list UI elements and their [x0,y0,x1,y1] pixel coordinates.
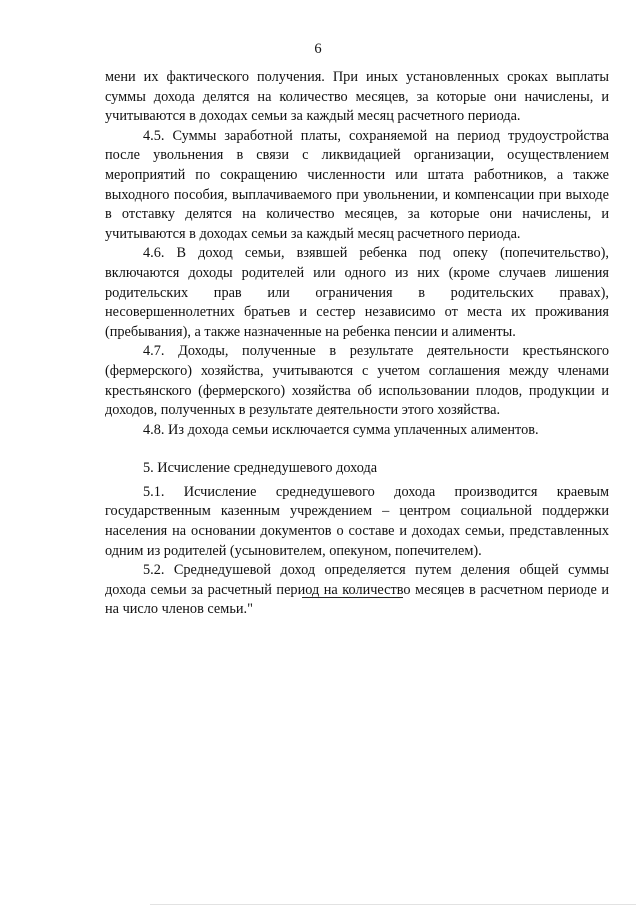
paragraph-4-7: 4.7. Доходы, полученные в результате деятельности крестьянского (фермерского) хозяйства, учитываются с учетом соглашения между членами крестьянского (фермерского) хозяйства об использовании плодов, продукции и доходов, полученных в результате деятельности этого хозяйства. [105,343,609,419]
paragraph-4-5: 4.5. Суммы заработной платы, сохраняемой на период трудоустройства после увольнения в связи с ликвидацией организации, осуществлением мероприятий по сокращению численности или штата работников, а также выходного пособия, выплачиваемого при увольнении, и компенсации при выходе в отставку делятся на количество месяцев, за которые они начислены, и учитываются в доходах семьи за каждый месяц расчетного периода. [105,127,609,242]
section-heading: 5. Исчисление среднедушевого дохода [143,460,378,477]
page-number: 6 [314,41,322,57]
end-divider-line [302,597,403,598]
paragraph-4-6: 4.6. В доход семьи, взявшей ребенка под опеку (попечительство), включаются доходы родителей или одного из них (кроме случаев лишения родительских прав или ограничения в родительских правах), несовершеннолетних братьев и сестер независимо от места их проживания (пребывания), а также назначенные на ребенка пенсии и алименты. [105,245,609,340]
paragraph-5-2: 5.2. Среднедушевой доход определяется путем деления общей суммы дохода семьи за расчетный период на количество месяцев в расчетном периоде и на число членов семьи." [105,562,609,618]
paragraph-4-8: 4.8. Из дохода семьи исключается сумма уплаченных алиментов. [143,421,539,438]
paragraph-5-1: 5.1. Исчисление среднедушевого дохода производится краевым государственным казенным учреждением – центром социальной поддержки населения на основании документов о составе и доходах семьи, представленных одним из родителей (усыновителем, опекуном, попечителем). [105,483,609,559]
document-body [105,68,609,620]
paragraph-continuation: мени их фактического получения. При иных установленных сроках выплаты суммы дохода делятся на количество месяцев, за которые они начислены, и учитываются в доходах семьи за каждый месяц расчетного периода. [105,69,609,125]
